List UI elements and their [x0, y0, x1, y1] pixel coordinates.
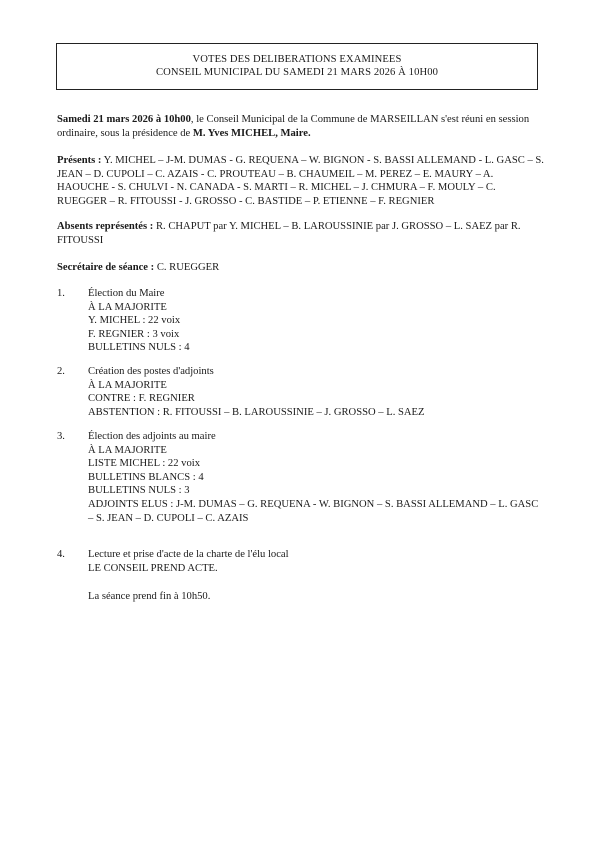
intro-paragraph	[57, 113, 547, 140]
item-number: 4.	[57, 549, 65, 560]
item-title: Élection du Maire	[88, 288, 165, 299]
item-vote: F. REGNIER : 3 voix	[88, 328, 180, 340]
absents-list: R. CHAPUT par Y. MICHEL – B. LAROUSSINIE par J. GROSSO – L. SAEZ par R. FITOUSSI	[57, 221, 521, 246]
item-elected-list: ADJOINTS ELUS : J-M. DUMAS – G. REQUENA - W. BIGNON – S. BASSI ALLEMAND – L. GASC – S. JEAN – D. CUPOLI – C. AZAIS	[88, 498, 539, 524]
item-number: 2.	[57, 366, 65, 377]
closing-statement: La séance prend fin à 10h50.	[88, 591, 211, 602]
item-vote: BULLETINS BLANCS : 4	[88, 471, 204, 483]
item-vote: CONTRE : F. REGNIER	[88, 393, 195, 405]
intro-text: , le Conseil Municipal de la Commune de MARSEILLAN s'est réuni en session ordinaire, sous la présidence de	[57, 114, 530, 139]
item-vote: Y. MICHEL : 22 voix	[88, 315, 181, 327]
item-vote: BULLETINS NULS : 3	[88, 485, 190, 497]
absents-label: Absents représentés :	[57, 221, 154, 232]
item-result: À LA MAJORITE	[88, 444, 167, 456]
title-line-2: CONSEIL MUNICIPAL DU SAMEDI 21 MARS 2026 À 10H00	[155, 67, 439, 78]
item-result: À LA MAJORITE	[88, 379, 167, 391]
president: M. Yves MICHEL, Maire.	[192, 127, 311, 139]
item-title: Élection des adjoints au maire	[88, 431, 216, 442]
title-box	[56, 43, 538, 90]
item-vote: LISTE MICHEL : 22 voix	[88, 458, 201, 470]
presents-paragraph	[57, 154, 547, 208]
item-result: À LA MAJORITE	[88, 301, 167, 313]
secretary-paragraph	[57, 261, 547, 275]
secretary-label: Secrétaire de séance :	[57, 262, 155, 273]
item-vote: BULLETINS NULS : 4	[88, 342, 190, 354]
item-number: 3.	[57, 431, 65, 442]
presents-label: Présents :	[57, 155, 102, 166]
presents-list: Y. MICHEL – J-M. DUMAS - G. REQUENA – W. BIGNON - S. BASSI ALLEMAND - L. GASC – S. JEAN – D. CUPOLI – C. AZAIS - C. PROUTEAU – B. CHAUMEIL – M. PEREZ – E. MAURY – A. HAOUCHE - S. CHULVI - N. CANADA - S. MARTI – R. MICHEL – J. CHMURA – F. MOULY – C. RUEGGER – R. FITOUSSI - J. GROSSO - C. BASTIDE – P. ETIENNE – F. REGNIER	[57, 155, 544, 207]
absents-paragraph	[57, 220, 547, 247]
item-vote: ABSTENTION : R. FITOUSSI – B. LAROUSSINIE – J. GROSSO – L. SAEZ	[88, 406, 425, 418]
meeting-date: Samedi 21 mars 2026 à 10h00	[57, 114, 191, 125]
item-title: Lecture et prise d'acte de la charte de l'élu local	[88, 549, 289, 560]
secretary-name: C. RUEGGER	[154, 262, 220, 273]
item-number: 1.	[57, 288, 65, 299]
item-title: Création des postes d'adjoints	[88, 366, 214, 377]
item-result: LE CONSEIL PREND ACTE.	[88, 562, 218, 574]
title-line-1: VOTES DES DELIBERATIONS EXAMINEES	[192, 54, 402, 65]
